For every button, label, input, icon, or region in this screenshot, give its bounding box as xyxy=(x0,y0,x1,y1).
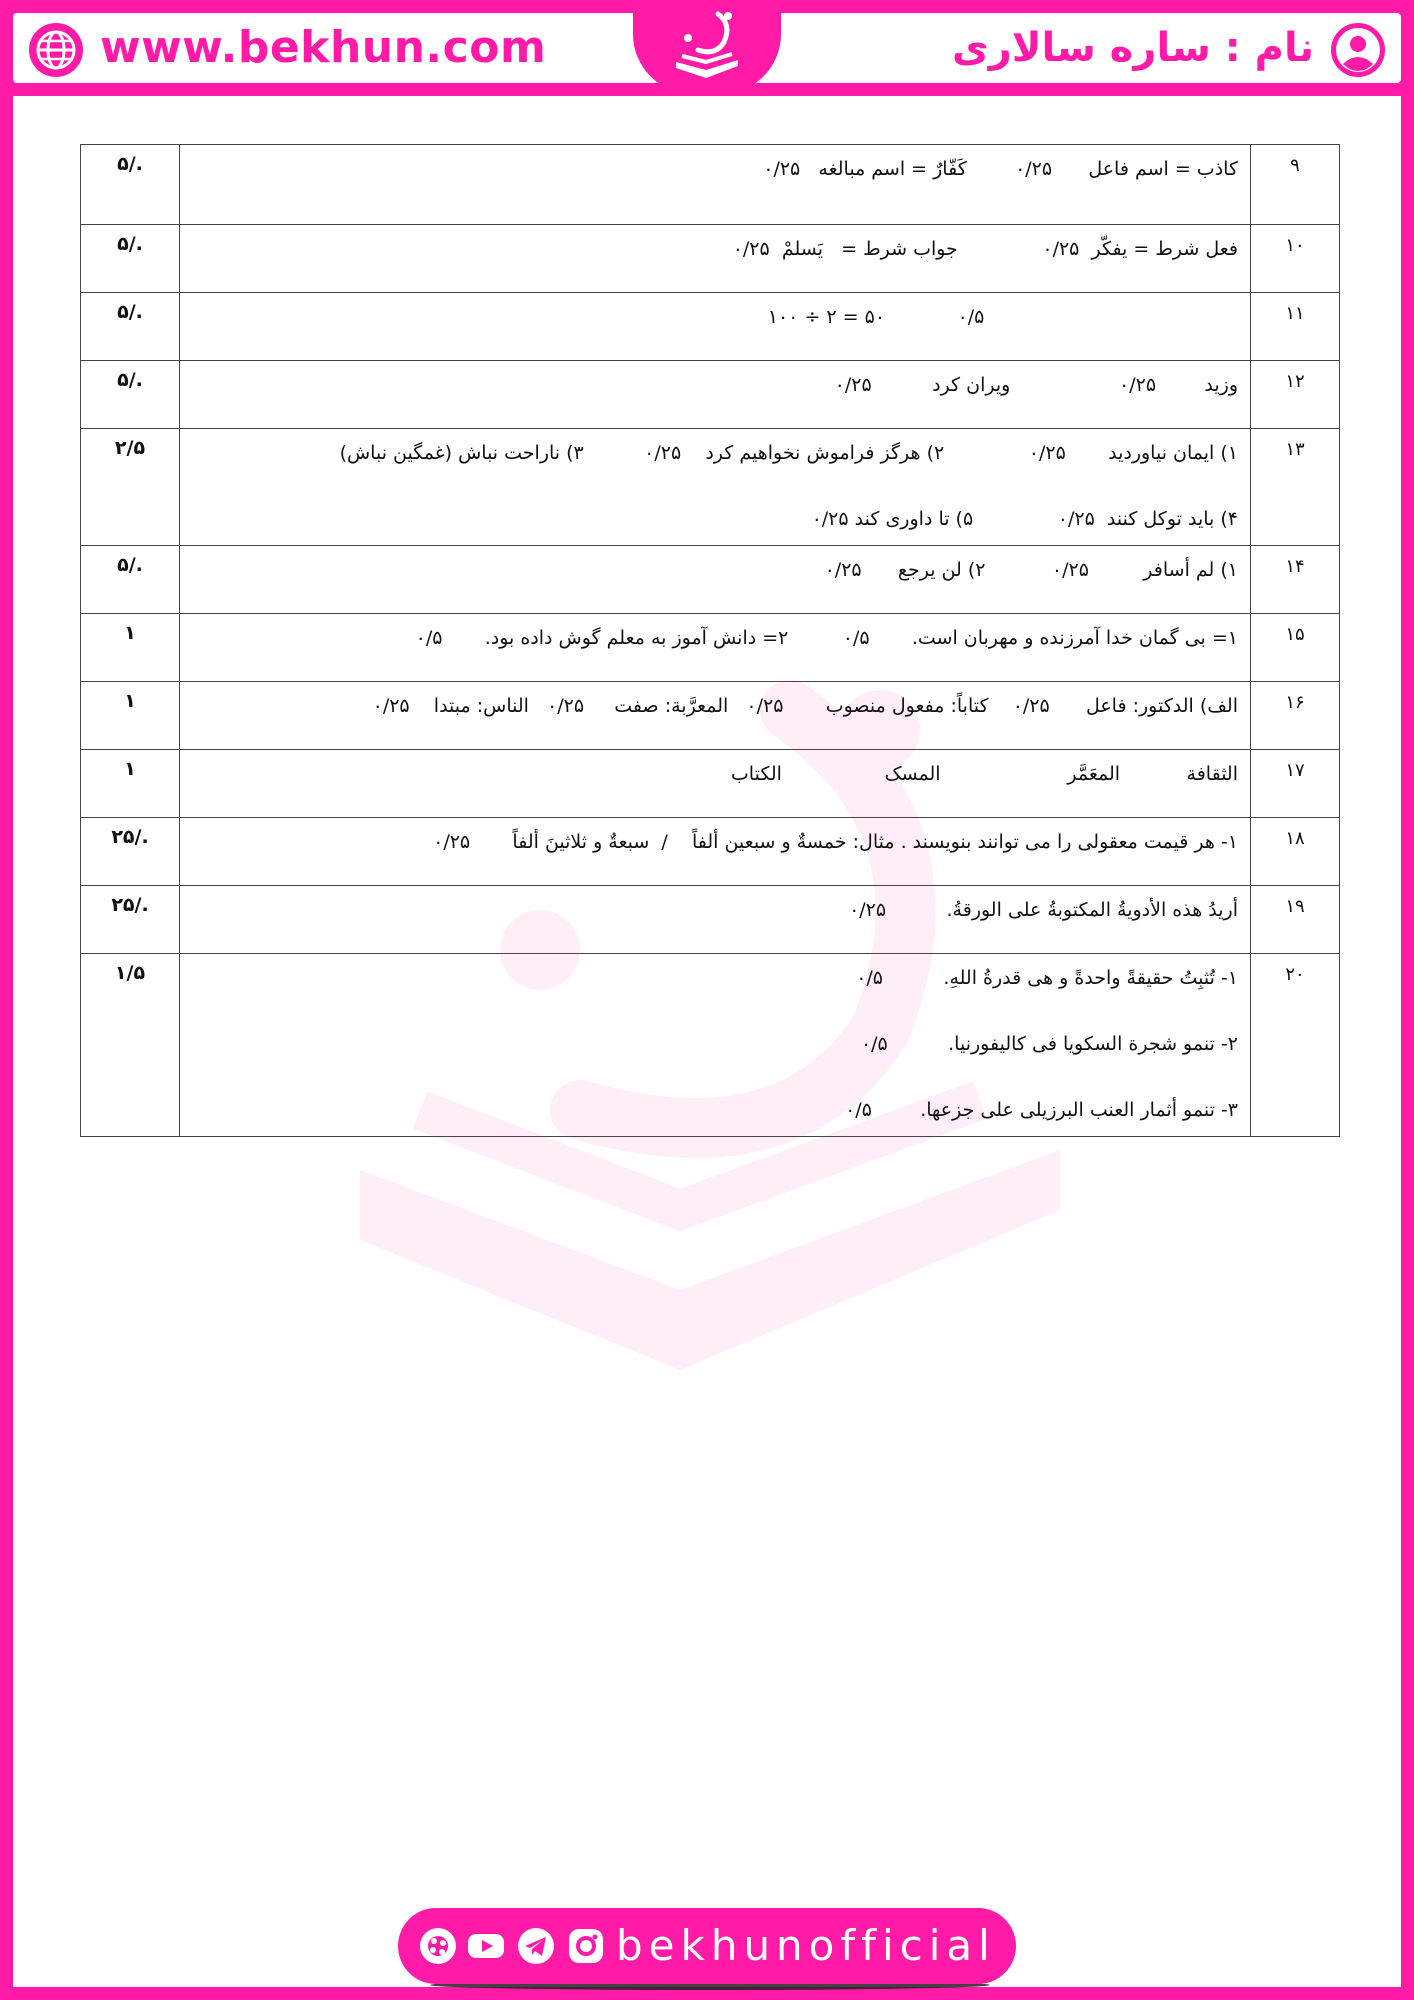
social-handle[interactable]: bekhunofficial xyxy=(616,1921,996,1970)
answer-row xyxy=(81,225,1340,293)
answer-line: ۴) باید توکل کنند ۰/۲۵ ۵) تا داوری کند ۰/۲۵ xyxy=(811,508,1238,530)
answer-line: ۱= بی گمان خدا آمرزنده و مهربان است. ۰/۵ ۲= دانش آموز به معلم گوش داده بود. ۰/۵ xyxy=(415,627,1238,649)
answer-content xyxy=(180,361,1251,429)
answer-content xyxy=(180,546,1251,614)
answer-content xyxy=(180,614,1251,682)
question-number: ۲۰ xyxy=(1251,954,1340,1137)
answer-row xyxy=(81,614,1340,682)
instagram-icon[interactable] xyxy=(566,1926,606,1966)
answer-row xyxy=(81,954,1340,1137)
answer-content xyxy=(180,954,1251,1137)
answer-row xyxy=(81,546,1340,614)
score-cell: ./۵ xyxy=(81,145,180,225)
score-cell: ./۵ xyxy=(81,293,180,361)
answer-row xyxy=(81,750,1340,818)
score-cell: ۱ xyxy=(81,682,180,750)
question-number: ۱۷ xyxy=(1251,750,1340,818)
answer-content xyxy=(180,682,1251,750)
answer-content xyxy=(180,225,1251,293)
question-number: ۱۳ xyxy=(1251,429,1340,546)
answer-line: الف) الدکتور: فاعل ۰/۲۵ کتاباً: مفعول منصوب ۰/۲۵ المعرَّبة: صفت ۰/۲۵ الناس: مبتدا ۰/۲۵ xyxy=(372,695,1238,717)
answer-line: ۲- تنمو شجرة السکویا فی کالیفورنیا. ۰/۵ xyxy=(860,1033,1238,1055)
answer-line: ۱) لم أسافر ۰/۲۵ ۲) لن یرجع ۰/۲۵ xyxy=(824,559,1238,581)
answer-line: ۱) ایمان نیاوردید ۰/۲۵ ۲) هرگز فراموش نخواهیم کرد ۰/۲۵ ۳) ناراحت نباش (غمگین نباش) xyxy=(339,442,1238,464)
answer-line: ۰/۵ ۵۰ = ۲ ÷ ۱۰۰ xyxy=(767,306,1238,328)
question-number: ۱۲ xyxy=(1251,361,1340,429)
score-cell: ./۵ xyxy=(81,361,180,429)
answer-line: کاذب = اسم فاعل ۰/۲۵ کَفّارٌ = اسم مبالغه ۰/۲۵ xyxy=(763,158,1238,180)
question-number: ۱۵ xyxy=(1251,614,1340,682)
question-number: ۹ xyxy=(1251,145,1340,225)
answer-line: ۳- تنمو أثمار العنب البرزیلی علی جزعها. ۰/۵ xyxy=(845,1099,1238,1121)
answer-row xyxy=(81,145,1340,225)
answer-line: ۱- هر قیمت معقولی را می توانند بنویسند . مثال: خمسةٌ و سبعین ألفاً / سبعةٌ و ثلاثینَ ألفاً ۰/۲۵ xyxy=(433,831,1238,853)
answer-content xyxy=(180,293,1251,361)
answer-content xyxy=(180,886,1251,954)
answer-content xyxy=(180,429,1251,546)
answer-row xyxy=(81,818,1340,886)
student-name: نام : ساره سالاری xyxy=(952,25,1314,71)
question-number: ۱۴ xyxy=(1251,546,1340,614)
answer-row xyxy=(81,361,1340,429)
score-cell: ./۵ xyxy=(81,225,180,293)
answer-content xyxy=(180,145,1251,225)
question-number: ۱۹ xyxy=(1251,886,1340,954)
site-url[interactable]: www.bekhun.com xyxy=(100,22,547,73)
telegram-icon[interactable] xyxy=(516,1926,556,1966)
answer-line: أریدُ هذه الأدویةُ المکتوبةُ علی الورقةُ. ۰/۲۵ xyxy=(849,899,1238,921)
answer-line: ۱- تُثبِتُ حقیقةً واحدةً و هی قدرةُ اللهِ. ۰/۵ xyxy=(856,967,1238,989)
answer-key-table xyxy=(80,144,1340,1137)
answer-line: فعل شرط = یفکّر ۰/۲۵ جواب شرط = یَسلمْ ۰/۲۵ xyxy=(732,238,1238,260)
score-cell: ۱ xyxy=(81,614,180,682)
answer-row xyxy=(81,886,1340,954)
question-number: ۱۸ xyxy=(1251,818,1340,886)
score-cell: ۱ xyxy=(81,750,180,818)
question-number: ۱۶ xyxy=(1251,682,1340,750)
aparat-icon[interactable] xyxy=(418,1926,458,1966)
score-cell: ۱/۵ xyxy=(81,954,180,1137)
question-number: ۱۰ xyxy=(1251,225,1340,293)
answer-line: وزید ۰/۲۵ ویران کرد ۰/۲۵ xyxy=(834,374,1238,396)
score-cell: ۲/۵ xyxy=(81,429,180,546)
answer-row xyxy=(81,293,1340,361)
score-cell: ./۲۵ xyxy=(81,818,180,886)
answer-content xyxy=(180,818,1251,886)
answer-row xyxy=(81,682,1340,750)
answer-line: الثقافة المعَمَّر المسک الکتاب xyxy=(730,763,1238,785)
youtube-icon[interactable] xyxy=(466,1926,506,1966)
answer-row xyxy=(81,429,1340,546)
score-cell: ./۵ xyxy=(81,546,180,614)
score-cell: ./۲۵ xyxy=(81,886,180,954)
answer-content xyxy=(180,750,1251,818)
question-number: ۱۱ xyxy=(1251,293,1340,361)
